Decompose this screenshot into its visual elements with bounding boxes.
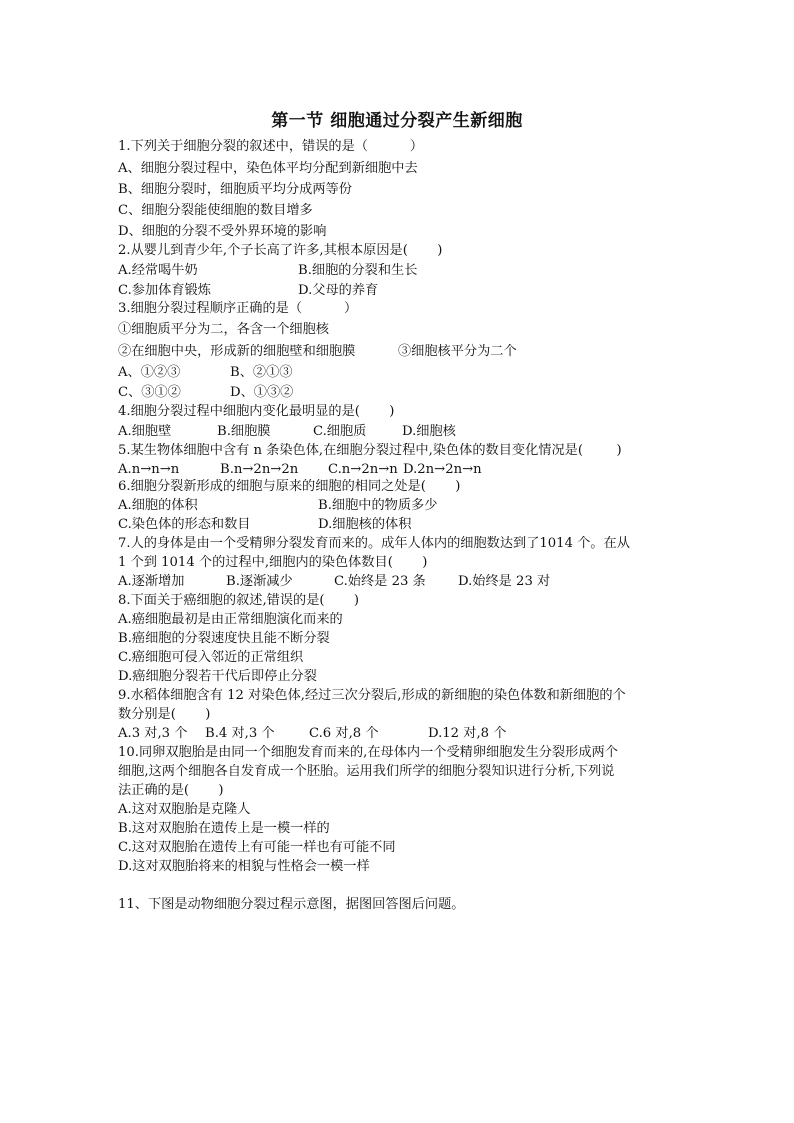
q3-step-2: ②在细胞中央，形成新的细胞壁和细胞膜 xyxy=(118,344,356,359)
q5-option-c: C.n→2n→n xyxy=(328,462,398,477)
q10-option-c: C.这对双胞胎在遗传上有可能一样也有可能不同 xyxy=(118,840,396,855)
q4-option-d: D.细胞核 xyxy=(402,424,456,439)
q6-option-a: A.细胞的体积 xyxy=(118,498,198,513)
q9-option-a: A.3 对,3 个 xyxy=(118,726,188,741)
q7-stem-line-2: 1 个到 1014 个的过程中,细胞内的染色体数目( ) xyxy=(118,555,428,570)
q4-stem: 4.细胞分裂过程中细胞内变化最明显的是( ) xyxy=(118,404,395,419)
q9-option-c: C.6 对,8 个 xyxy=(309,726,379,741)
q6-option-b: B.细胞中的物质多少 xyxy=(318,498,438,513)
q7-option-c: C.始终是 23 条 xyxy=(334,574,426,589)
q10-option-b: B.这对双胞胎在遗传上是一模一样的 xyxy=(118,821,330,836)
q4-option-c: C.细胞质 xyxy=(313,424,367,439)
q1-option-c: C、细胞分裂能使细胞的数目增多 xyxy=(118,203,313,218)
q5-option-b: B.n→2n→2n xyxy=(220,462,299,477)
q3-option-c: C、③①② xyxy=(118,385,181,400)
q5-stem: 5.某生物体细胞中含有 n 条染色体,在细胞分裂过程中,染色体的数目变化情况是( ) xyxy=(118,443,622,458)
q5-option-d: D.2n→2n→n xyxy=(403,462,482,477)
q7-option-b: B.逐渐减少 xyxy=(226,574,293,589)
q3-stem: 3.细胞分裂过程顺序正确的是（ ） xyxy=(118,301,358,316)
q3-step-3: ③细胞核平分为二个 xyxy=(398,344,517,359)
q8-option-b: B.癌细胞的分裂速度快且能不断分裂 xyxy=(118,631,330,646)
q8-option-d: D.癌细胞分裂若干代后即停止分裂 xyxy=(118,669,317,684)
page-title: 第一节 细胞通过分裂产生新细胞 xyxy=(271,111,523,131)
q7-option-a: A.逐渐增加 xyxy=(118,574,185,589)
q8-option-c: C.癌细胞可侵入邻近的正常组织 xyxy=(118,650,304,665)
q6-option-c: C.染色体的形态和数目 xyxy=(118,517,251,532)
q5-option-a: A.n→n→n xyxy=(118,462,180,477)
q1-option-a: A、细胞分裂过程中，染色体平均分配到新细胞中去 xyxy=(118,161,418,176)
q4-option-a: A.细胞壁 xyxy=(118,424,172,439)
q9-stem-line-2: 数分别是( ) xyxy=(118,707,211,722)
q3-option-d: D、①③② xyxy=(230,385,294,400)
q2-stem: 2.从婴儿到青少年,个子长高了许多,其根本原因是( ) xyxy=(118,243,443,258)
q6-option-d: D.细胞核的体积 xyxy=(318,517,412,532)
q9-option-b: B.4 对,3 个 xyxy=(205,726,275,741)
q3-option-b: B、②①③ xyxy=(230,365,293,380)
q7-stem-line-1: 7.人的身体是由一个受精卵分裂发育而来的。成年人体内的细胞数达到了1014 个。在从 xyxy=(118,536,630,551)
q1-stem: 1.下列关于细胞分裂的叙述中，错误的是（ ） xyxy=(118,139,424,154)
q11-stem: 11、下图是动物细胞分裂过程示意图，据图回答图后问题。 xyxy=(118,897,465,912)
q8-stem: 8.下面关于癌细胞的叙述,错误的是( ) xyxy=(118,593,360,608)
q10-stem-line-3: 法正确的是( ) xyxy=(118,783,224,798)
q10-option-d: D.这对双胞胎将来的相貌与性格会一模一样 xyxy=(118,859,370,874)
q2-option-c: C.参加体育锻炼 xyxy=(118,283,211,298)
q2-option-b: B.细胞的分裂和生长 xyxy=(298,263,418,278)
q1-option-b: B、细胞分裂时，细胞质平均分成两等份 xyxy=(118,182,352,197)
q8-option-a: A.癌细胞最初是由正常细胞演化而来的 xyxy=(118,612,343,627)
q3-option-a: A、①②③ xyxy=(118,365,181,380)
q7-option-d: D.始终是 23 对 xyxy=(458,574,551,589)
q10-option-a: A.这对双胞胎是克隆人 xyxy=(118,802,251,817)
q2-option-d: D.父母的养育 xyxy=(298,283,379,298)
q10-stem-line-2: 细胞,这两个细胞各自发育成一个胚胎。运用我们所学的细胞分裂知识进行分析,下列说 xyxy=(118,764,615,779)
q1-option-d: D、细胞的分裂不受外界环境的影响 xyxy=(118,224,327,239)
q6-stem: 6.细胞分裂新形成的细胞与原来的细胞的相同之处是( ) xyxy=(118,479,461,494)
q9-option-d: D.12 对,8 个 xyxy=(428,726,507,741)
q3-step-1: ①细胞质平分为二，各含一个细胞核 xyxy=(118,322,329,337)
q10-stem-line-1: 10.同卵双胞胎是由同一个细胞发育而来的,在母体内一个受精卵细胞发生分裂形成两个 xyxy=(118,745,618,760)
q9-stem-line-1: 9.水稻体细胞含有 12 对染色体,经过三次分裂后,形成的新细胞的染色体数和新细胞的个 xyxy=(118,688,626,703)
q4-option-b: B.细胞膜 xyxy=(217,424,271,439)
q2-option-a: A.经常喝牛奶 xyxy=(118,263,198,278)
